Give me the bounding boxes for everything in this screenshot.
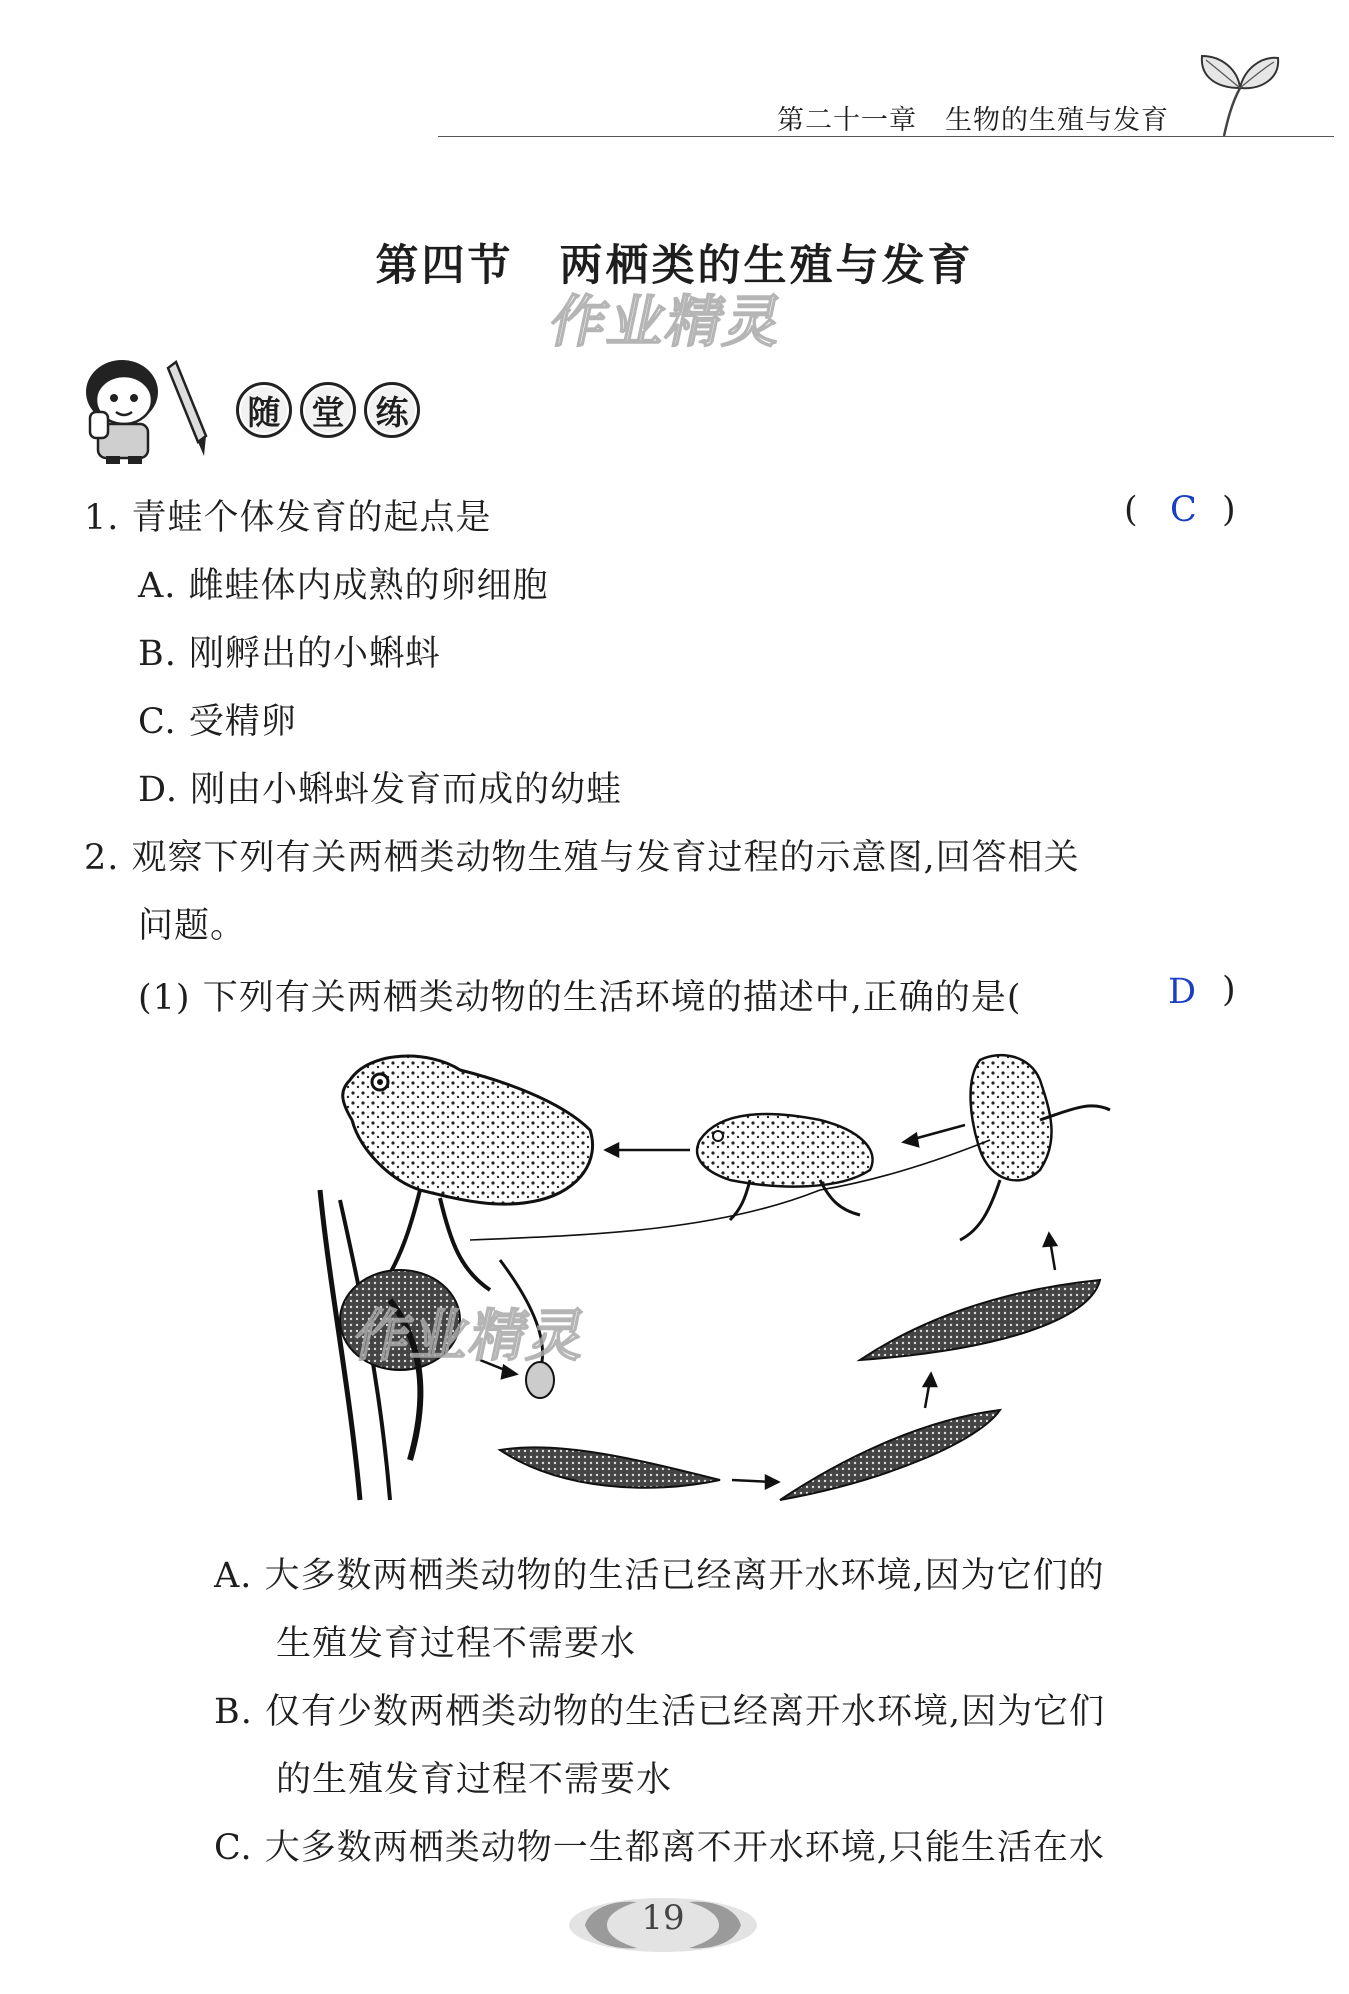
q1-option-d: D. 刚由小蝌蚪发育而成的幼蛙 <box>138 770 623 810</box>
watermark-top: 作业精灵 <box>544 290 790 355</box>
q1-bracket-open: ( <box>1124 490 1138 530</box>
leaf-sprout-icon <box>1188 48 1288 138</box>
q2-option-c-line1: C. 大多数两栖类动物一生都离不开水环境,只能生活在水 <box>214 1828 1105 1868</box>
q1-bracket-close: ) <box>1222 490 1236 530</box>
badge-char-1: 随 <box>236 382 292 438</box>
tadpole-early-drawing <box>500 1447 720 1487</box>
q2-sub1-answer: D <box>1168 972 1197 1012</box>
section-title: 第四节 两栖类的生殖与发育 <box>375 241 974 291</box>
practice-badge <box>236 382 420 438</box>
young-frog-drawing <box>697 1114 872 1220</box>
q2-sub1: (1) 下列有关两栖类动物的生活环境的描述中,正确的是( <box>138 978 1022 1018</box>
q2-stem-line2: 问题。 <box>138 906 247 946</box>
student-with-pencil-icon <box>76 352 210 466</box>
q2-option-b-line1: B. 仅有少数两栖类动物的生活已经离开水环境,因为它们 <box>214 1692 1106 1732</box>
page-number: 19 <box>641 1898 685 1938</box>
q1-option-c: C. 受精卵 <box>138 702 297 742</box>
frog-life-cycle-diagram <box>300 1040 1160 1520</box>
adult-frog-drawing <box>343 1056 593 1290</box>
q2-option-b-line2: 的生殖发育过程不需要水 <box>276 1760 673 1800</box>
tadpole-mid-drawing <box>780 1410 1000 1500</box>
q2-option-a-line2: 生殖发育过程不需要水 <box>276 1624 637 1664</box>
q1-option-a: A. 雌蛙体内成熟的卵细胞 <box>138 566 549 606</box>
q1-option-b: B. 刚孵出的小蝌蚪 <box>138 634 441 674</box>
q1-answer: C <box>1170 490 1197 530</box>
q2-stem-line1: 2. 观察下列有关两栖类动物生殖与发育过程的示意图,回答相关 <box>84 838 1080 878</box>
q2-option-a-line1: A. 大多数两栖类动物的生活已经离开水环境,因为它们的 <box>214 1556 1105 1596</box>
watermark-diagram: 作业精灵 <box>348 1304 594 1369</box>
badge-char-2: 堂 <box>300 382 356 438</box>
q2-sub1-bracket-close: ) <box>1222 970 1236 1010</box>
chapter-header: 第二十一章 生物的生殖与发育 <box>777 105 1169 136</box>
badge-char-3: 练 <box>364 382 420 438</box>
q1-stem: 1. 青蛙个体发育的起点是 <box>84 498 492 538</box>
tadpole-legs-drawing <box>860 1280 1100 1360</box>
